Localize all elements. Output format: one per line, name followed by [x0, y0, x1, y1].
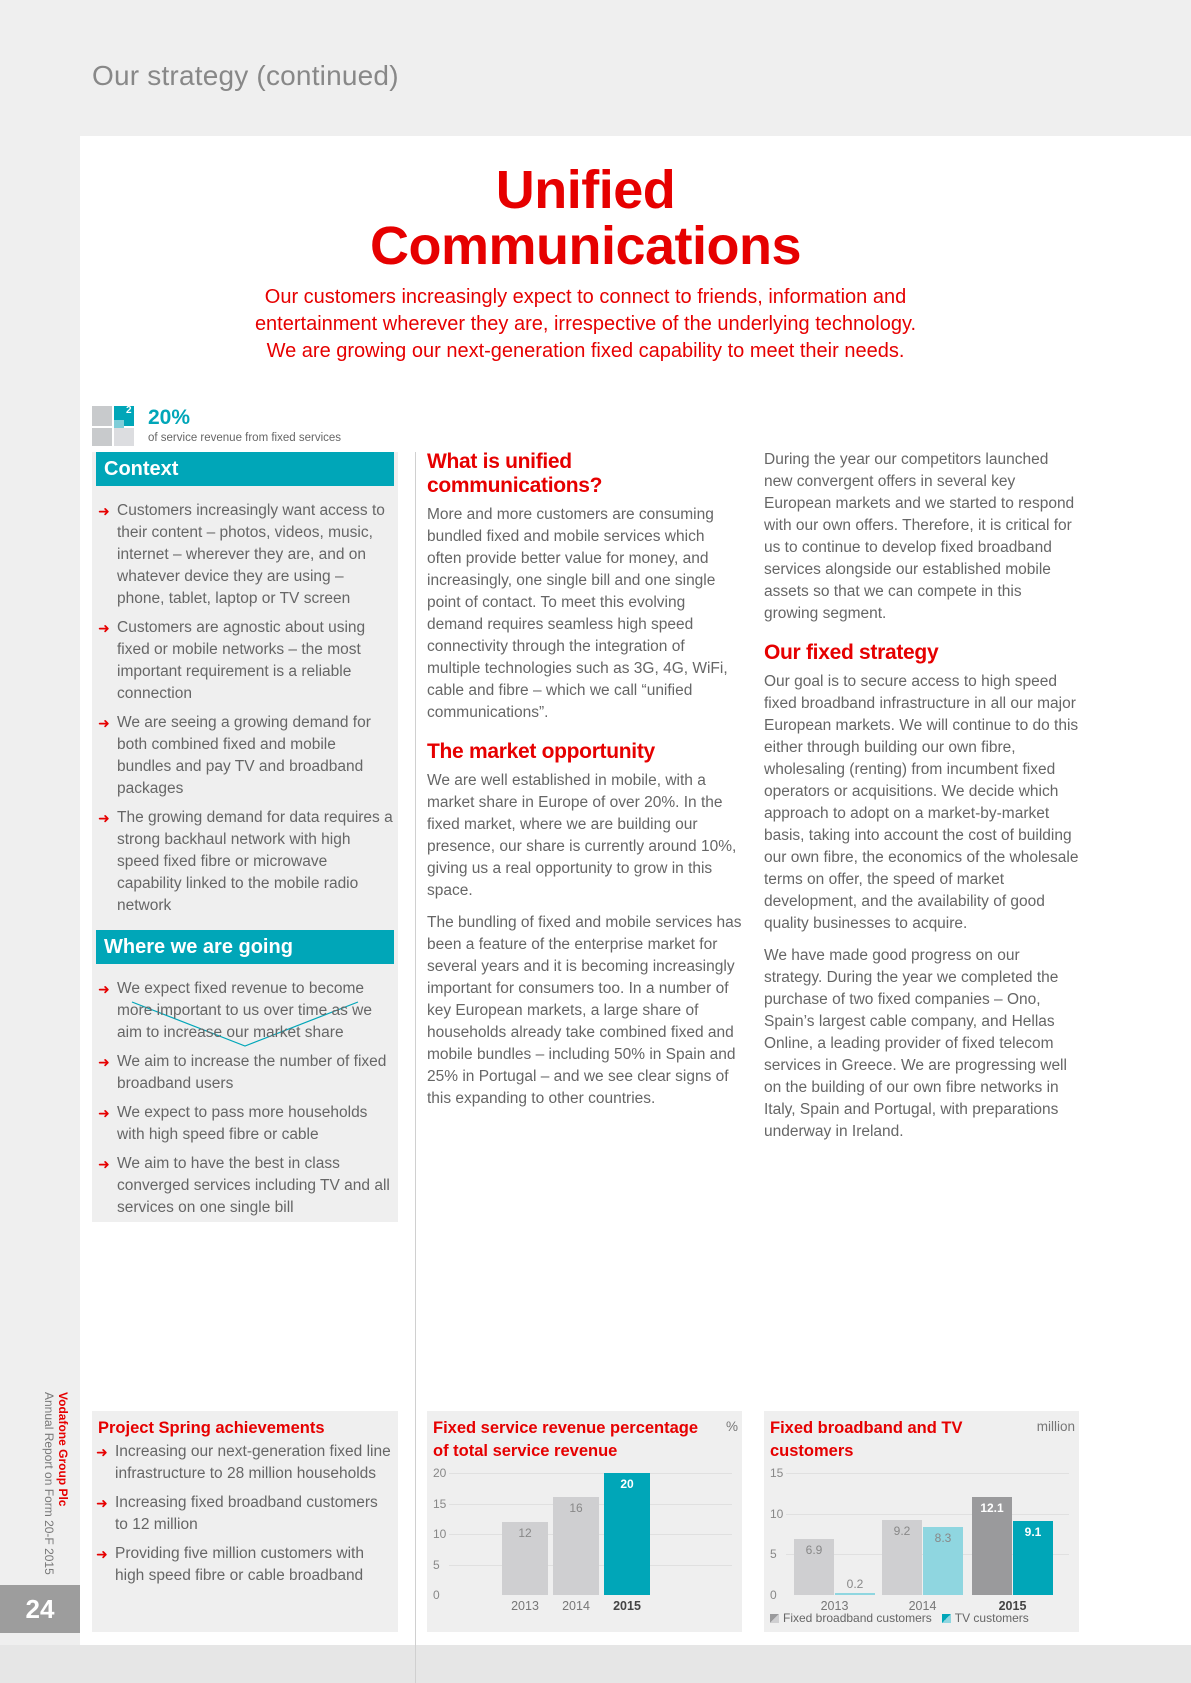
x-tick-label: 2014 — [562, 1599, 590, 1613]
legend-label-tv: TV customers — [954, 1611, 1029, 1625]
arrow-icon: ➜ — [98, 1054, 110, 1070]
content-page — [80, 136, 1191, 1645]
y-tick-label: 10 — [433, 1527, 447, 1541]
chart-fixed-revenue-box — [427, 1411, 742, 1632]
bar-value-label: 6.9 — [805, 1542, 823, 1557]
arrow-icon: ➜ — [98, 981, 110, 997]
arrow-icon: ➜ — [96, 1546, 108, 1562]
chart-2-title: Fixed broadband and TV customers — [770, 1419, 963, 1460]
fixed-strategy-paragraph-2: We have made good progress on our strategy. During the year we completed the purchase of two fixed companies – Ono, Spain’s largest cable company, and Hellas Online, a leading provider of fixed telecom services in Greece. We are progressing well on the building of our own fibre networks in Italy, Spain and Portugal, with preparations underway in Ireland. — [764, 947, 1067, 1140]
context-list — [98, 500, 394, 924]
list-item: ➜ We aim to have the best in class converged services including TV and all services on one single bill — [98, 1155, 390, 1216]
context-heading: Context — [96, 452, 394, 486]
bar-value-label: 20 — [620, 1477, 634, 1491]
going-heading: Where we are going — [96, 930, 394, 964]
going-list — [98, 978, 394, 1226]
page-title — [80, 162, 1091, 274]
column-right — [764, 449, 1079, 1153]
column-divider — [415, 452, 416, 1683]
intro-line-2: entertainment wherever they are, irrespective of the underlying technology. — [254, 313, 917, 335]
y-tick-label: 10 — [770, 1506, 784, 1521]
grid-icon — [92, 406, 136, 446]
company-name: Vodafone Group Plc — [56, 1392, 70, 1507]
list-item: ➜ Increasing our next-generation fixed line infrastructure to 28 million households — [96, 1443, 391, 1482]
project-spring-box — [92, 1411, 398, 1632]
list-item: ➜ We expect fixed revenue to become more important to us over time as we aim to increase our market share — [98, 980, 372, 1041]
y-tick-label: 20 — [433, 1466, 447, 1480]
legend-label-broadband: Fixed broadband customers — [783, 1611, 932, 1625]
gridline — [786, 1514, 1069, 1515]
list-item: ➜ Increasing fixed broadband customers to 12 million — [96, 1494, 378, 1533]
legend-swatch-tv — [942, 1614, 951, 1623]
project-spring-title: Project Spring achievements — [98, 1419, 325, 1437]
arrow-icon: ➜ — [98, 1156, 110, 1172]
market-paragraph-2: The bundling of fixed and mobile services has been a feature of the enterprise market for several years and it is becoming increasingly important for consumers too. In a number of key European markets, a large share of households already take combined fixed and mobile bundles – including 50% in Spain and 25% in Portugal – and we see clear signs of this expanding to other countries. — [427, 914, 742, 1107]
y-tick-label: 0 — [433, 1588, 440, 1602]
arrow-icon: ➜ — [98, 503, 110, 519]
x-tick-label: 2015 — [998, 1599, 1027, 1613]
chart-customers — [764, 1463, 1079, 1613]
y-tick-label: 5 — [770, 1547, 777, 1562]
project-spring-list — [96, 1441, 392, 1594]
arrow-icon: ➜ — [98, 1105, 110, 1121]
intro-line-1: Our customers increasingly expect to connect to friends, information and — [264, 286, 907, 308]
key-stat — [92, 406, 382, 446]
arrow-icon: ➜ — [96, 1495, 108, 1511]
title-line-1: Unified — [495, 160, 676, 220]
chart-customers-box — [764, 1411, 1079, 1632]
market-heading: The market opportunity — [427, 740, 655, 763]
bar-value-label: 16 — [569, 1501, 583, 1516]
stat-value: 20% — [148, 406, 191, 429]
x-tick-label: 2015 — [613, 1599, 641, 1613]
stat-label: of service revenue from fixed services — [148, 432, 342, 444]
list-item: ➜ We aim to increase the number of fixed broadband users — [98, 1053, 387, 1092]
chart-1-unit: % — [725, 1419, 738, 1434]
section-title: Our strategy (continued) — [92, 60, 399, 91]
list-item: ➜ The growing demand for data requires a strong backhaul network with high speed fixed fibre or microwave capability linked to the mobile radio network — [98, 809, 393, 914]
y-tick-label: 0 — [770, 1588, 777, 1602]
chart-fixed-revenue — [427, 1463, 742, 1632]
bar-value-label: 0.2 — [846, 1577, 864, 1592]
what-is-body: More and more customers are consuming bundled fixed and mobile services which often provide better value for money, and increasingly, one single bill and one single point of contact. To meet this evolving demand requires seamless high speed connectivity through the integration of multiple technologies such as 3G, 4G, WiFi, cable and fibre – which we call “unified communications”. — [427, 506, 728, 721]
market-paragraph-1: We are well established in mobile, with a market share in Europe of over 20%. In the fixed market, where we are building our presence, our share is currently around 10%, giving us a real opportunity to grow in this space. — [427, 772, 737, 899]
gridline — [786, 1473, 1069, 1474]
fixed-strategy-heading: Our fixed strategy — [764, 641, 939, 664]
bottom-strip — [0, 1645, 1191, 1683]
column-middle — [427, 450, 742, 1120]
title-line-2: Communications — [369, 216, 802, 276]
x-tick-label: 2013 — [820, 1599, 849, 1613]
arrow-icon: ➜ — [96, 1444, 108, 1460]
list-item: ➜ Customers are agnostic about using fixed or mobile networks – the most important requirement is a reliable connection — [98, 619, 366, 702]
stat-icon-number: 2 — [126, 405, 132, 416]
arrow-icon: ➜ — [98, 810, 110, 826]
fixed-strategy-paragraph-1: Our goal is to secure access to high speed fixed broadband infrastructure in all our major European markets. We will continue to do this either through building our own fibre, wholesaling (renting) from incumbent fixed operators or acquisitions. We decide which approach to adopt on a market-by-market basis, taking into account the cost of building our own fibre, the economics of the wholesale terms on offer, the speed of market development, and the availability of good quality businesses to acquire. — [764, 673, 1079, 932]
list-item: ➜ Customers increasingly want access to their content – photos, videos, music, internet – wherever they are, and on whatever device they are using – phone, tablet, laptop or TV screen — [98, 502, 385, 607]
gridline — [449, 1473, 732, 1474]
list-item: ➜ We expect to pass more households with high speed fibre or cable — [98, 1104, 368, 1143]
intro-line-3: We are growing our next-generation fixed capability to meet their needs. — [266, 340, 905, 362]
page-number: 24 — [0, 1585, 80, 1633]
arrow-icon: ➜ — [98, 620, 110, 636]
y-tick-label: 5 — [433, 1557, 440, 1572]
report-name: Annual Report on Form 20-F 2015 — [42, 1392, 56, 1575]
x-tick-label: 2014 — [908, 1599, 937, 1613]
y-tick-label: 15 — [770, 1466, 784, 1480]
bar-value-label: 9.1 — [1024, 1524, 1042, 1539]
bar-value-label: 8.3 — [934, 1531, 952, 1546]
bar-value-label: 9.2 — [893, 1524, 911, 1539]
bar-value-label: 12.1 — [980, 1500, 1004, 1515]
list-item: ➜ Providing five million customers with high speed fibre or cable broadband — [96, 1545, 364, 1584]
bar — [604, 1473, 650, 1595]
chart-2-legend — [770, 1611, 1029, 1625]
bar — [835, 1593, 875, 1595]
arrow-icon: ➜ — [98, 715, 110, 731]
what-is-heading: What is unified communications? — [427, 450, 603, 497]
chart-1-title: Fixed service revenue percentage of total service revenue — [433, 1419, 699, 1460]
left-sidebar — [92, 452, 398, 1222]
intro-text — [190, 284, 981, 365]
y-tick-label: 15 — [433, 1496, 447, 1511]
bar-value-label: 12 — [518, 1525, 532, 1540]
side-caption — [40, 1392, 70, 1592]
legend-swatch-broadband — [770, 1614, 779, 1623]
list-item: ➜ We are seeing a growing demand for both combined fixed and mobile bundles and pay TV and broadband packages — [98, 714, 371, 797]
col3-intro: During the year our competitors launched new convergent offers in several key European markets and we started to respond with our own offers. Therefore, it is critical for us to continue to develop fixed broadband services alongside our established mobile assets so that we can compete in this growing segment. — [764, 451, 1075, 622]
x-tick-label: 2013 — [511, 1599, 539, 1613]
chart-2-unit: million — [1036, 1419, 1075, 1434]
